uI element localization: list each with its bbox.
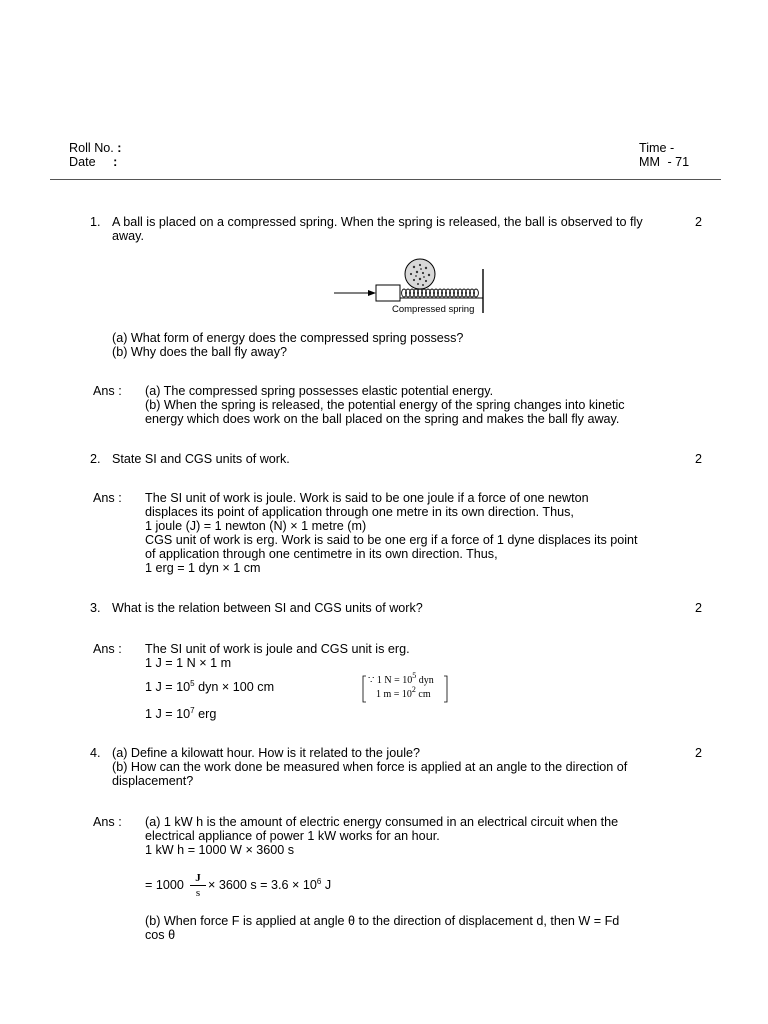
q2-ans-line3: 1 joule (J) = 1 newton (N) × 1 metre (m) (145, 519, 367, 533)
q3-note-line2: 1 $m = 10^2$ cm (376, 685, 431, 700)
q4-ans-line1: (a) 1 kW h is the amount of electric energy consumed in an electrical circuit when the (145, 815, 619, 829)
q3-ans-line1: The SI unit of work is joule and CGS unit is erg. (145, 642, 410, 656)
q3-ans-line2: 1 J = 1 N × 1 m (145, 656, 232, 670)
q1-text-line2: away. (112, 229, 144, 243)
q4-marks: 2 (695, 746, 703, 760)
mm-label: MM (639, 155, 660, 169)
q4-ans-line6: cos θ (145, 928, 176, 942)
q1-ans-line2: (b) When the spring is released, the potential energy of the spring changes into kinetic (145, 398, 625, 412)
q3-ans-label: Ans : (93, 642, 122, 656)
q4-fraction-denominator: s (195, 887, 201, 899)
q4-ans-line4-suffix: × 3600 $s = 3.6 \times 10^6$ J (208, 877, 332, 892)
q4-text-line3: displacement? (112, 774, 194, 788)
date-colon: : (113, 155, 118, 169)
q4-ans-line2: electrical appliance of power 1 kW works for an hour. (145, 829, 440, 843)
date-row (69, 155, 117, 169)
q1-sub-b: (b) Why does the ball fly away? (112, 345, 287, 359)
q4-ans-line4-prefix: = 1000 (145, 878, 184, 892)
q1-text-line1: A ball is placed on a compressed spring. When the spring is released, the ball is observed to fly (112, 215, 643, 229)
q3-text: What is the relation between SI and CGS units of work? (112, 601, 423, 615)
q4-number: 4. (90, 746, 101, 760)
q2-text: State SI and CGS units of work. (112, 452, 290, 466)
q4-fraction (190, 872, 206, 899)
q2-ans-line2: displaces its point of application through one metre in its own direction. Thus, (145, 505, 574, 519)
spring-figure-caption: Compressed spring (392, 304, 475, 315)
q2-ans-line4: CGS unit of work is erg. Work is said to be one erg if a force of 1 dyne displaces its point (145, 533, 638, 547)
q3-ans-line3: 1 $J = 10^5$ dyn × 100 cm (145, 679, 275, 694)
q4-text-line2: (b) How can the work done be measured when force is applied at an angle to the direction of (112, 760, 628, 774)
q1-number: 1. (90, 215, 101, 229)
roll-no-row (69, 141, 122, 155)
q1-ans-label: Ans : (93, 384, 122, 398)
mm-row (639, 155, 689, 169)
date-label: Date (69, 155, 96, 169)
q1-marks: 2 (695, 215, 703, 229)
q4-fraction-numerator: J (190, 872, 206, 886)
q3-note-line1: ∵ 1 $N = 10^5$ dyn (368, 671, 434, 686)
q3-marks: 2 (695, 601, 703, 615)
q2-ans-line1: The SI unit of work is joule. Work is said to be one joule if a force of one newton (145, 491, 589, 505)
q4-ans-line5: (b) When force F is applied at angle θ to the direction of displacement d, then W = Fd (145, 914, 620, 928)
q2-ans-line5: of application through one centimetre in its own direction. Thus, (145, 547, 498, 561)
header-divider (50, 179, 721, 180)
q4-text-line1: (a) Define a kilowatt hour. How is it related to the joule? (112, 746, 421, 760)
q2-number: 2. (90, 452, 101, 466)
q1-ans-line1: (a) The compressed spring possesses elastic potential energy. (145, 384, 494, 398)
q3-number: 3. (90, 601, 101, 615)
q1-sub-a: (a) What form of energy does the compressed spring possess? (112, 331, 464, 345)
q2-marks: 2 (695, 452, 703, 466)
roll-no-colon: : (117, 141, 122, 155)
q2-ans-line6: 1 erg = 1 dyn × 1 cm (145, 561, 261, 575)
roll-no-label: Roll No. (69, 141, 114, 155)
q4-ans-label: Ans : (93, 815, 122, 829)
mm-value: - 71 (667, 155, 690, 169)
q2-ans-label: Ans : (93, 491, 122, 505)
q4-ans-line3: 1 kW h = 1000 W × 3600 s (145, 843, 295, 857)
q3-ans-line4: 1 $J = 10^7$ erg (145, 706, 217, 721)
q1-ans-line3: energy which does work on the ball placed on the spring and makes the ball fly away. (145, 412, 620, 426)
time-label: Time - (639, 141, 675, 155)
